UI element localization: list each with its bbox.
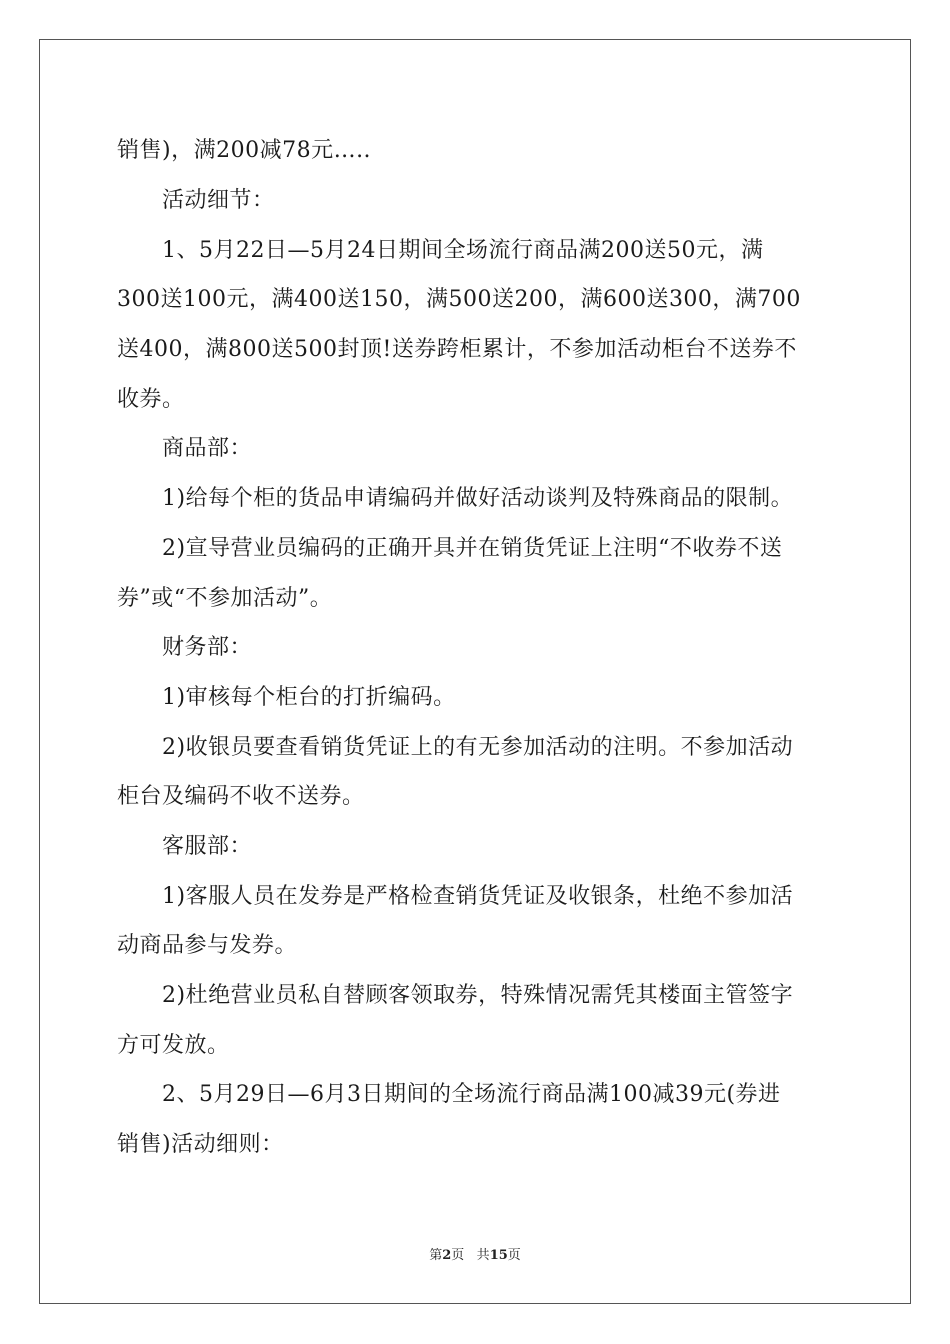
page-footer bbox=[0, 1247, 950, 1265]
section-heading-finance: 财务部： bbox=[162, 635, 253, 660]
body-line-16: 1)客服人员在发券是严格检查销货凭证及收银条，杜绝不参加活 bbox=[162, 884, 794, 909]
body-line-18: 2)杜绝营业员私自替顾客领取券，特殊情况需凭其楼面主管签字 bbox=[162, 983, 794, 1008]
body-line-6: 收券。 bbox=[117, 387, 185, 412]
body-line-14: 柜台及编码不收不送券。 bbox=[117, 784, 365, 809]
body-line-9: 2)宣导营业员编码的正确开具并在销货凭证上注明“不收券不送 bbox=[162, 536, 783, 561]
body-line-17: 动商品参与发券。 bbox=[117, 933, 298, 958]
footer-page-suffix: 页 bbox=[451, 1248, 465, 1263]
footer-total-prefix: 共 bbox=[476, 1248, 490, 1263]
footer-page-total: 15 bbox=[489, 1248, 508, 1263]
body-line-3: 1、5月22日—5月24日期间全场流行商品满200送50元，满 bbox=[162, 238, 764, 263]
body-line-10: 券”或“不参加活动”。 bbox=[117, 586, 333, 611]
section-heading-customer-service: 客服部： bbox=[162, 834, 253, 859]
section-heading-activity-details: 活动细节： bbox=[162, 188, 275, 213]
footer-page-current: 2 bbox=[442, 1248, 452, 1263]
body-line-12: 1)审核每个柜台的打折编码。 bbox=[162, 685, 456, 710]
body-line-20: 2、5月29日—6月3日期间的全场流行商品满100减39元(券进 bbox=[162, 1082, 781, 1107]
body-line-1: 销售)，满200减78元….. bbox=[117, 138, 372, 163]
footer-page-prefix: 第 bbox=[429, 1248, 443, 1263]
body-line-13: 2)收银员要查看销货凭证上的有无参加活动的注明。不参加活动 bbox=[162, 735, 794, 760]
footer-total-suffix: 页 bbox=[507, 1248, 521, 1263]
body-line-19: 方可发放。 bbox=[117, 1033, 230, 1058]
body-line-5: 送400，满800送500封顶!送券跨柜累计，不参加活动柜台不送券不 bbox=[117, 337, 797, 362]
body-line-4: 300送100元，满400送150，满500送200，满600送300，满700 bbox=[117, 287, 801, 312]
body-line-21: 销售)活动细则： bbox=[117, 1132, 284, 1157]
section-heading-merchandise: 商品部： bbox=[162, 436, 253, 461]
body-line-8: 1)给每个柜的货品申请编码并做好活动谈判及特殊商品的限制。 bbox=[162, 486, 794, 511]
page-border bbox=[39, 39, 911, 1304]
